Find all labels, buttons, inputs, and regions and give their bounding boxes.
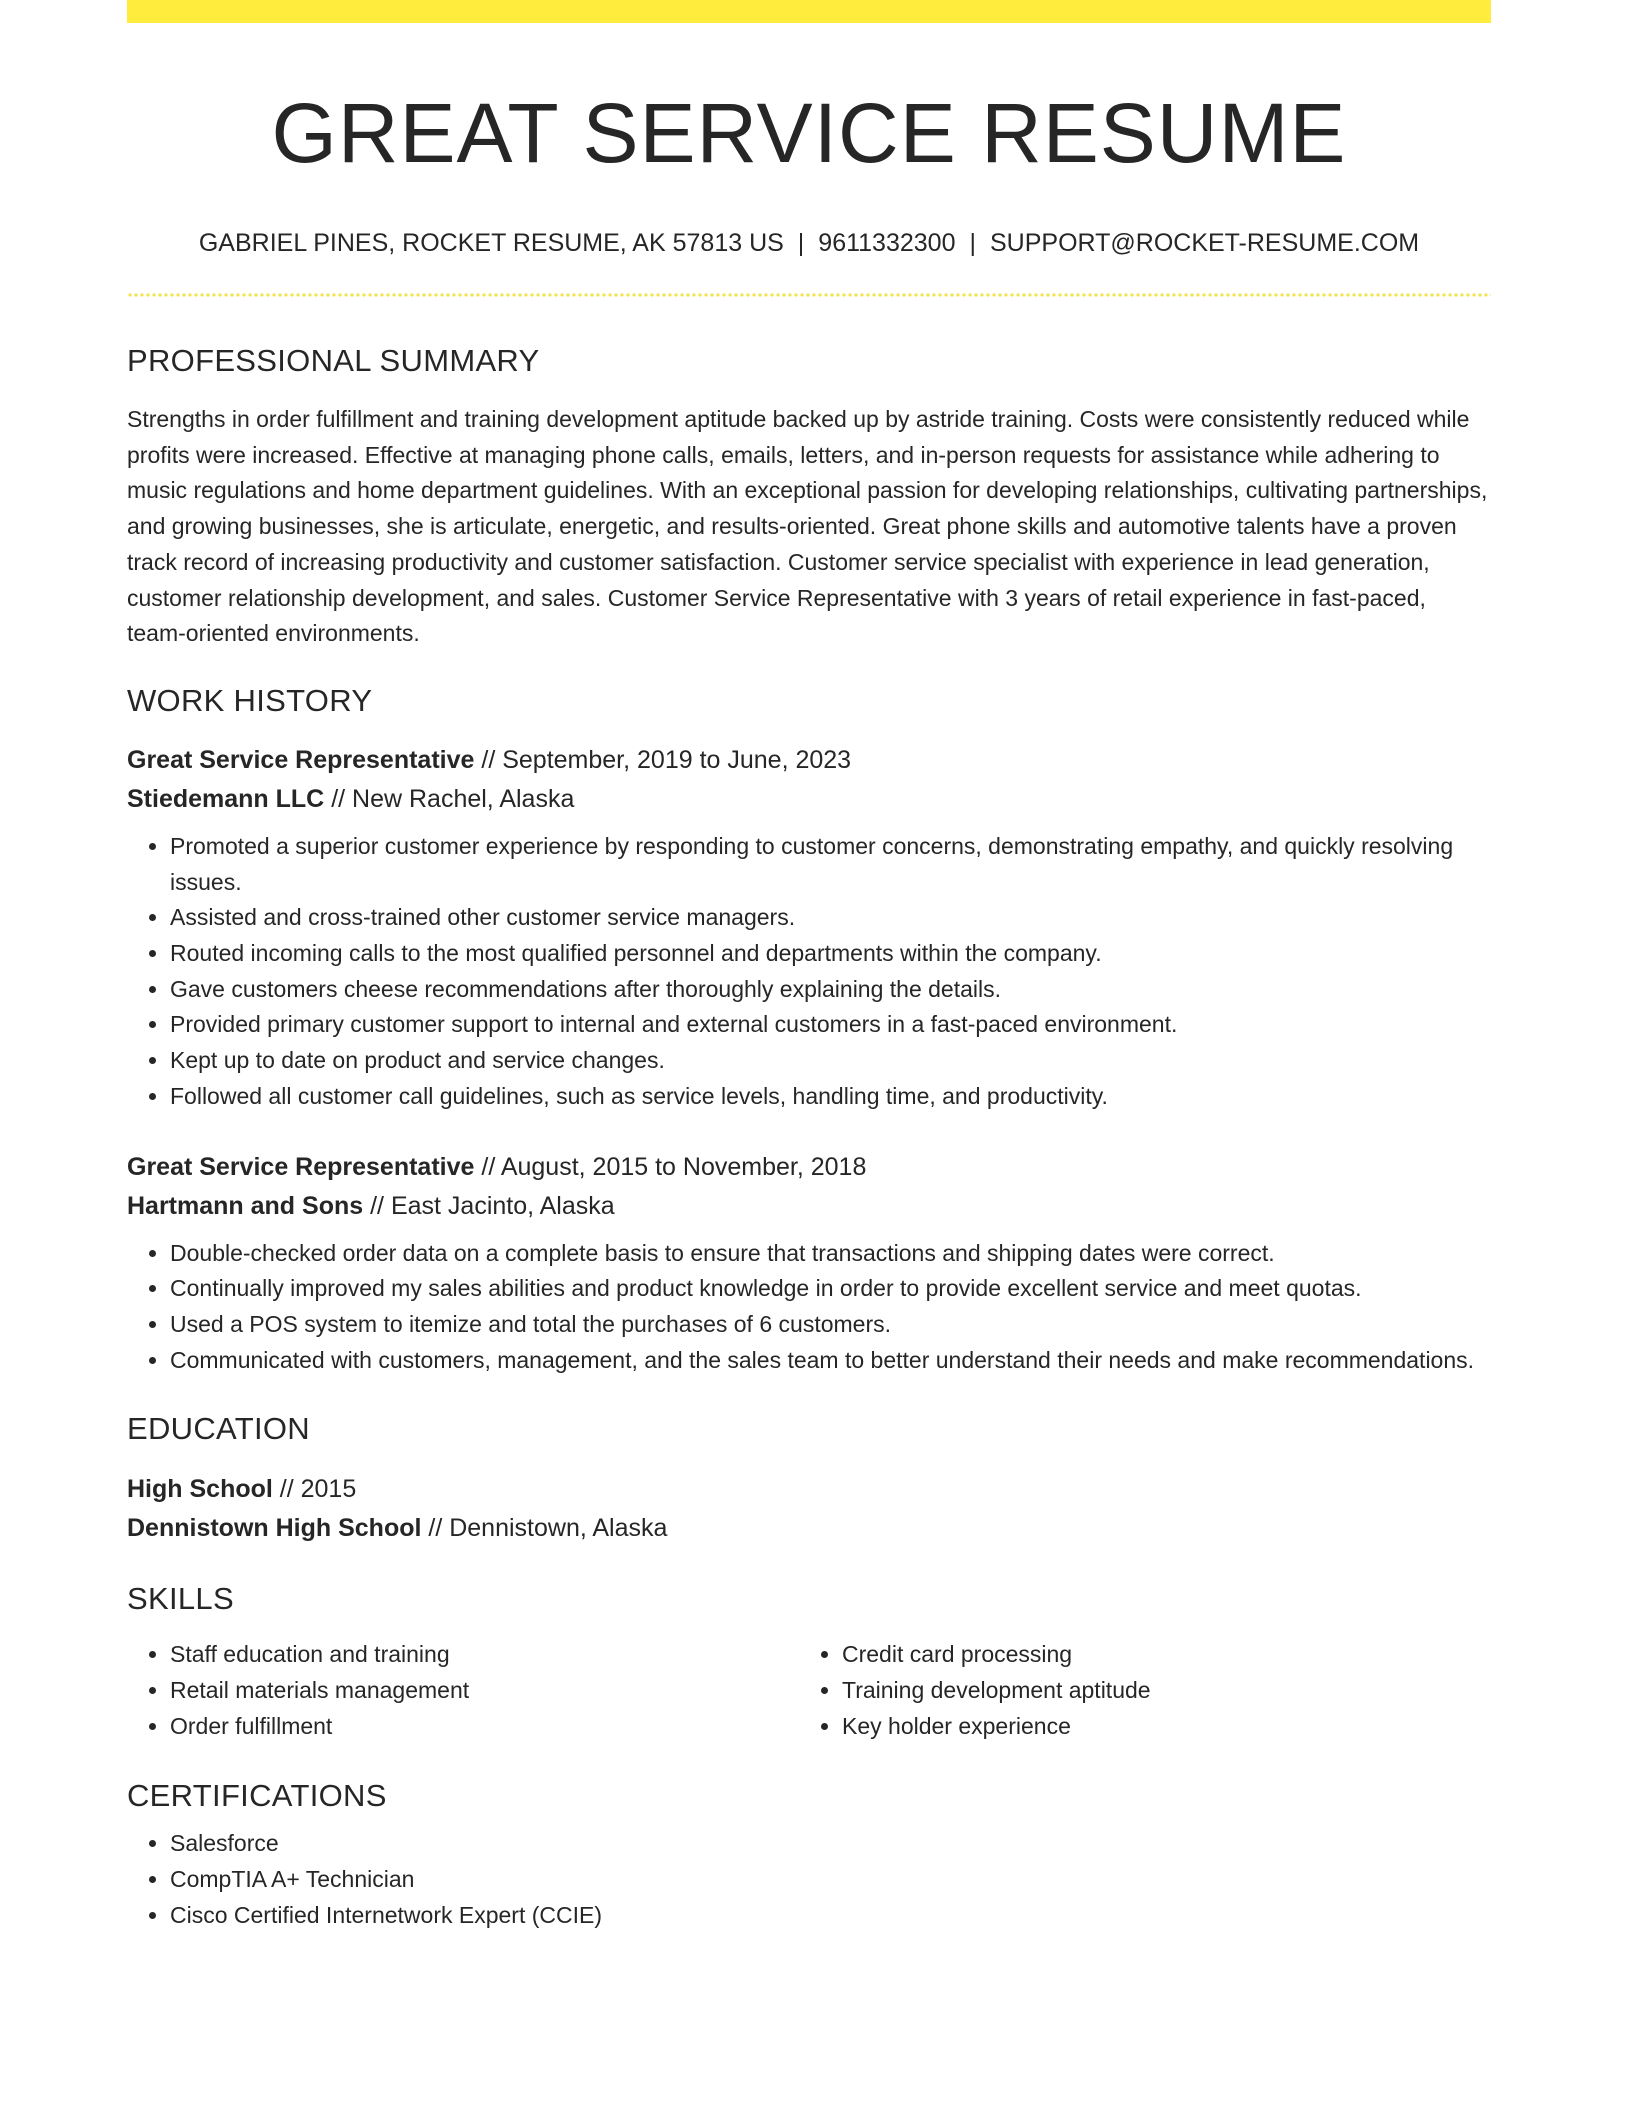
job-company: Hartmann and Sons — [127, 1191, 364, 1220]
skills-list-right — [799, 1637, 1482, 1744]
list-item: • Cisco Certified Internetwork Expert (CCIE) — [170, 1898, 1491, 1934]
job-title: Great Service Representative — [127, 745, 475, 774]
accent-bar — [127, 0, 1491, 23]
job-title-line — [127, 1148, 1491, 1187]
summary-heading: PROFESSIONAL SUMMARY — [127, 343, 540, 378]
skills-section — [127, 1579, 1491, 1744]
work-history-heading: WORK HISTORY — [127, 682, 373, 718]
summary-text: Strengths in order fulfillment and training development aptitude backed up by astride training. Costs were consistently reduced while profits were increased. Effective at managing phone calls, emails, letters, and in-person requests for assistance while adhering to music regulations and home department guidelines. With an exceptional passion for developing relationships, cultivating partnerships, and growing businesses, she is articulate, energetic, and results-oriented. Great phone skills and automotive talents have a proven track record of increasing productivity and customer satisfaction. Customer service specialist with experience in lead generation, customer relationship development, and sales. Customer Service Representative with 3 years of retail experience in fast-paced, team-oriented environments. — [127, 406, 1488, 647]
list-item: • Routed incoming calls to the most qualified personnel and departments within the company. — [170, 936, 1491, 972]
job-title: Great Service Representative — [127, 1152, 475, 1181]
job-entry — [127, 741, 1491, 1115]
list-item: • Followed all customer call guidelines, such as service levels, handling time, and productivity. — [170, 1079, 1491, 1115]
list-item: • CompTIA A+ Technician — [170, 1862, 1491, 1898]
list-item: • Assisted and cross-trained other customer service managers. — [170, 900, 1491, 936]
job-company: Stiedemann LLC — [127, 784, 325, 813]
list-item: • Double-checked order data on a complete basis to ensure that transactions and shipping dates were correct. — [170, 1236, 1491, 1272]
skills-columns — [127, 1637, 1491, 1744]
job-company-line — [127, 780, 1491, 819]
education-section — [127, 1409, 1491, 1548]
summary-section — [127, 341, 1491, 652]
certifications-section — [127, 1776, 1491, 1933]
education-year: // 2015 — [272, 1475, 357, 1504]
contact-separator: | — [797, 229, 805, 257]
certifications-list — [127, 1826, 1491, 1933]
job-location: // New Rachel, Alaska — [324, 784, 575, 813]
list-item: • Provided primary customer support to internal and external customers in a fast-paced environment. — [170, 1007, 1491, 1043]
certifications-heading: CERTIFICATIONS — [127, 1778, 387, 1814]
resume-page — [127, 0, 1491, 1934]
education-degree-line — [127, 1470, 1491, 1509]
job-title-line — [127, 741, 1491, 780]
job-company-line — [127, 1187, 1491, 1226]
list-item: • Kept up to date on product and service changes. — [170, 1043, 1491, 1079]
contact-separator: | — [969, 229, 976, 257]
education-school-line — [127, 1509, 1491, 1548]
list-item: • Continually improved my sales abilities and product knowledge in order to provide excellent service and meet quotas. — [170, 1271, 1491, 1307]
education-heading: EDUCATION — [127, 1411, 310, 1447]
list-item: • Key holder experience — [842, 1709, 1482, 1745]
job-location: // East Jacinto, Alaska — [363, 1191, 615, 1220]
skills-heading: SKILLS — [127, 1581, 234, 1617]
job-dates: // August, 2015 to November, 2018 — [474, 1152, 867, 1181]
contact-line — [127, 227, 1491, 259]
contact-phone: 9611332300 — [818, 229, 956, 257]
work-history-section — [127, 681, 1491, 1378]
list-item: • Gave customers cheese recommendations after thoroughly explaining the details. — [170, 972, 1491, 1008]
education-entry — [127, 1470, 1491, 1548]
resume-title: GREAT SERVICE RESUME — [271, 86, 1347, 180]
list-item: • Promoted a superior customer experience by responding to customer concerns, demonstrating empathy, and quickly resolving issues. — [170, 829, 1491, 900]
list-item: • Retail materials management — [170, 1673, 799, 1709]
contact-email: SUPPORT@ROCKET-RESUME.COM — [989, 229, 1420, 257]
job-entry — [127, 1148, 1491, 1379]
list-item: • Staff education and training — [170, 1637, 799, 1673]
list-item: • Order fulfillment — [170, 1709, 799, 1745]
list-item: • Salesforce — [170, 1826, 1491, 1862]
list-item: • Credit card processing — [842, 1637, 1482, 1673]
education-school: Dennistown High School — [127, 1514, 422, 1543]
education-location: // Dennistown, Alaska — [421, 1514, 668, 1543]
job-bullets — [127, 829, 1491, 1115]
dotted-divider — [127, 293, 1491, 297]
job-dates: // September, 2019 to June, 2023 — [474, 745, 852, 774]
list-item: • Training development aptitude — [842, 1673, 1482, 1709]
contact-address: GABRIEL PINES, ROCKET RESUME, AK 57813 US — [198, 229, 784, 257]
skills-list-left — [127, 1637, 799, 1744]
list-item: • Used a POS system to itemize and total the purchases of 6 customers. — [170, 1307, 1491, 1343]
job-bullets — [127, 1236, 1491, 1379]
list-item: • Communicated with customers, management, and the sales team to better understand their needs and make recommendations. — [170, 1343, 1491, 1379]
education-degree: High School — [127, 1475, 273, 1504]
